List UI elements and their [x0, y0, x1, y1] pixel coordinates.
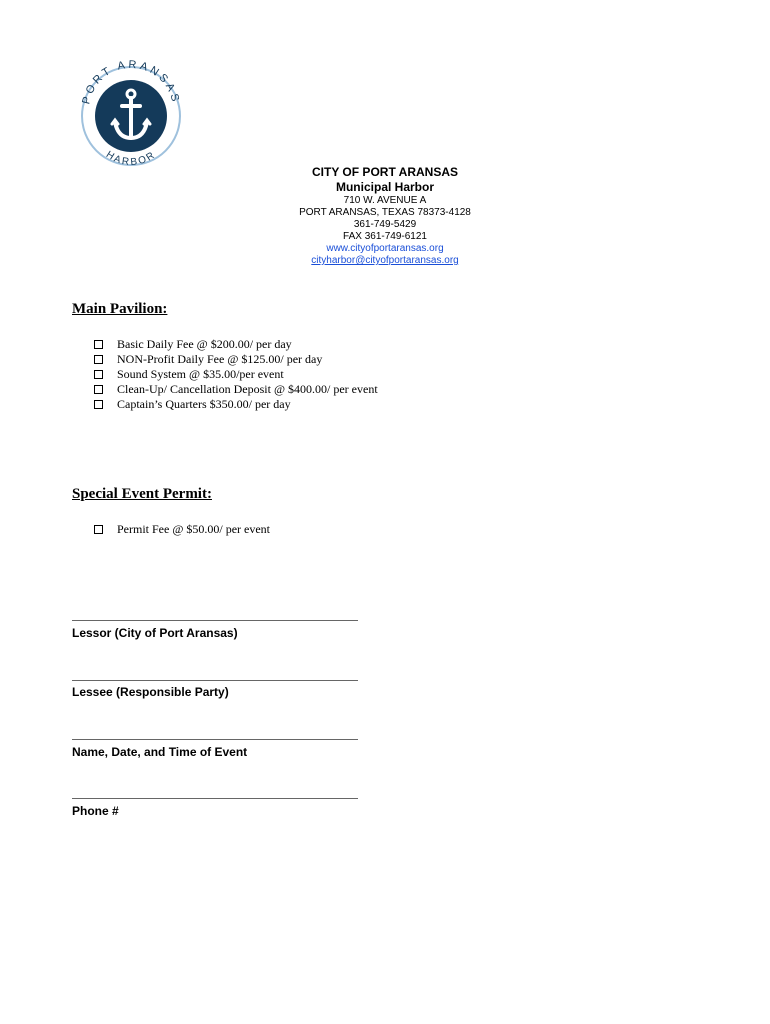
fee-item [94, 337, 378, 352]
checkbox[interactable] [94, 355, 103, 364]
fee-label: Permit Fee @ $50.00/ per event [117, 522, 271, 536]
fee-item [94, 522, 270, 537]
lessor-signature-line[interactable] [72, 620, 358, 621]
email-link[interactable]: cityharbor@cityofportaransas.org [311, 255, 459, 266]
checkbox[interactable] [94, 340, 103, 349]
fee-item [94, 397, 378, 412]
fee-item [94, 367, 378, 382]
main-pavilion-heading: Main Pavilion: [72, 301, 168, 317]
lessee-label: Lessee (Responsible Party) [72, 685, 229, 699]
website-link[interactable]: www.cityofportaransas.org [326, 243, 444, 254]
org-subtitle: Municipal Harbor [335, 180, 434, 194]
fee-item [94, 352, 378, 367]
fax-number: FAX 361-749-6121 [343, 231, 427, 242]
logo-text-top: PORT ARANSAS [80, 58, 182, 106]
checkbox[interactable] [94, 525, 103, 534]
phone-number: 361-749-5429 [353, 219, 417, 230]
special-event-fee-list [94, 522, 270, 537]
port-aransas-harbor-logo [78, 58, 184, 174]
event-details-label: Name, Date, and Time of Event [72, 745, 248, 759]
fee-label: Basic Daily Fee @ $200.00/ per day [117, 337, 292, 351]
event-details-line[interactable] [72, 739, 358, 740]
checkbox[interactable] [94, 370, 103, 379]
checkbox[interactable] [94, 400, 103, 409]
lessee-signature-line[interactable] [72, 680, 358, 681]
fee-label: Captain’s Quarters $350.00/ per day [117, 397, 291, 411]
address-line-1: 710 W. AVENUE A [343, 195, 427, 206]
main-pavilion-fee-list [94, 337, 378, 412]
svg-text:HARBOR [104, 149, 158, 168]
phone-line[interactable] [72, 798, 358, 799]
lessor-label: Lessor (City of Port Aransas) [72, 626, 238, 640]
fee-label: NON-Profit Daily Fee @ $125.00/ per day [117, 352, 323, 366]
fee-label: Clean-Up/ Cancellation Deposit @ $400.00/ per event [117, 382, 378, 396]
phone-label: Phone # [72, 804, 119, 818]
address-line-2: PORT ARANSAS, TEXAS 78373-4128 [299, 207, 471, 218]
org-title: CITY OF PORT ARANSAS [311, 165, 458, 179]
logo-text-bottom: HARBOR [103, 149, 159, 169]
checkbox[interactable] [94, 385, 103, 394]
special-event-heading: Special Event Permit: [72, 486, 212, 502]
fee-label: Sound System @ $35.00/per event [117, 367, 284, 381]
letterhead [230, 165, 540, 267]
fee-item [94, 382, 378, 397]
